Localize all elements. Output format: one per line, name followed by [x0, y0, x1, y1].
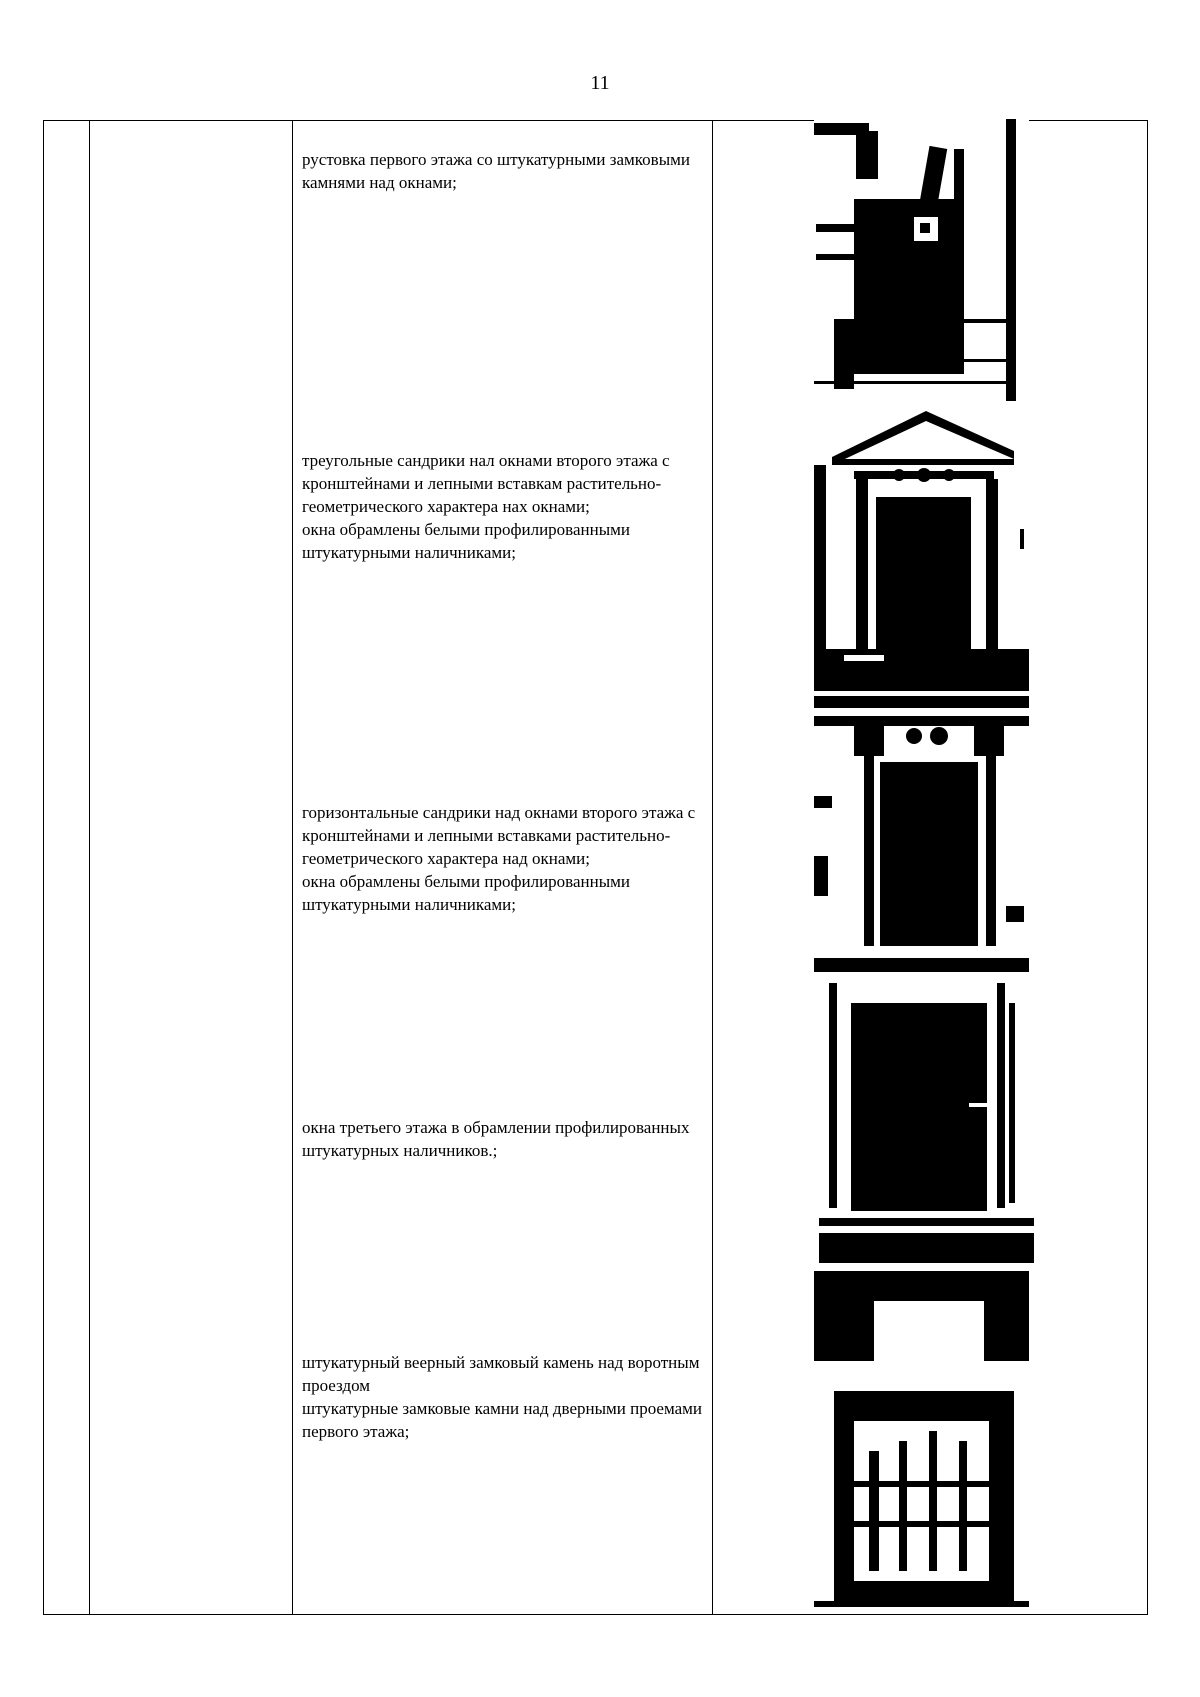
photo-gateway-keystone: [814, 1271, 1029, 1611]
column-divider: [292, 121, 293, 1614]
feature-description: [302, 1116, 702, 1162]
feature-description: [302, 449, 702, 564]
photo-ground-floor-rustication: [814, 119, 1029, 401]
description-line: горизонтальные сандрики над окнами второго этажа с кронштейнами и лепными вставками растительно-геометрического характера над окнами;: [302, 803, 696, 868]
description-line: штукатурные замковые камни над дверными проемами первого этажа;: [302, 1399, 703, 1441]
description-line: штукатурный веерный замковый камень над воротным проездом: [302, 1353, 700, 1395]
page-number: 11: [590, 72, 610, 94]
feature-description: [302, 148, 702, 194]
column-divider: [89, 121, 90, 1614]
description-line: окна обрамлены белыми профилированными штукатурными наличниками;: [302, 520, 630, 562]
table-frame: [43, 120, 1148, 1615]
description-line: рустовка первого этажа со штукатурными замковыми камнями над окнами;: [302, 150, 690, 192]
photo-triangular-pediment-window: [814, 409, 1029, 691]
description-line: треугольные сандрики нал окнами второго этажа с кронштейнами и лепными вставкам растительно-геометрического характера нах окнами;: [302, 451, 670, 516]
feature-description: [302, 801, 702, 916]
column-divider: [712, 121, 713, 1614]
description-line: окна обрамлены белыми профилированными штукатурными наличниками;: [302, 872, 630, 914]
photo-third-floor-window: [819, 983, 1034, 1265]
description-line: окна третьего этажа в обрамлении профилированных штукатурных наличников.;: [302, 1118, 690, 1160]
feature-description: [302, 1351, 702, 1443]
photo-horizontal-cornice-window: [814, 696, 1029, 978]
